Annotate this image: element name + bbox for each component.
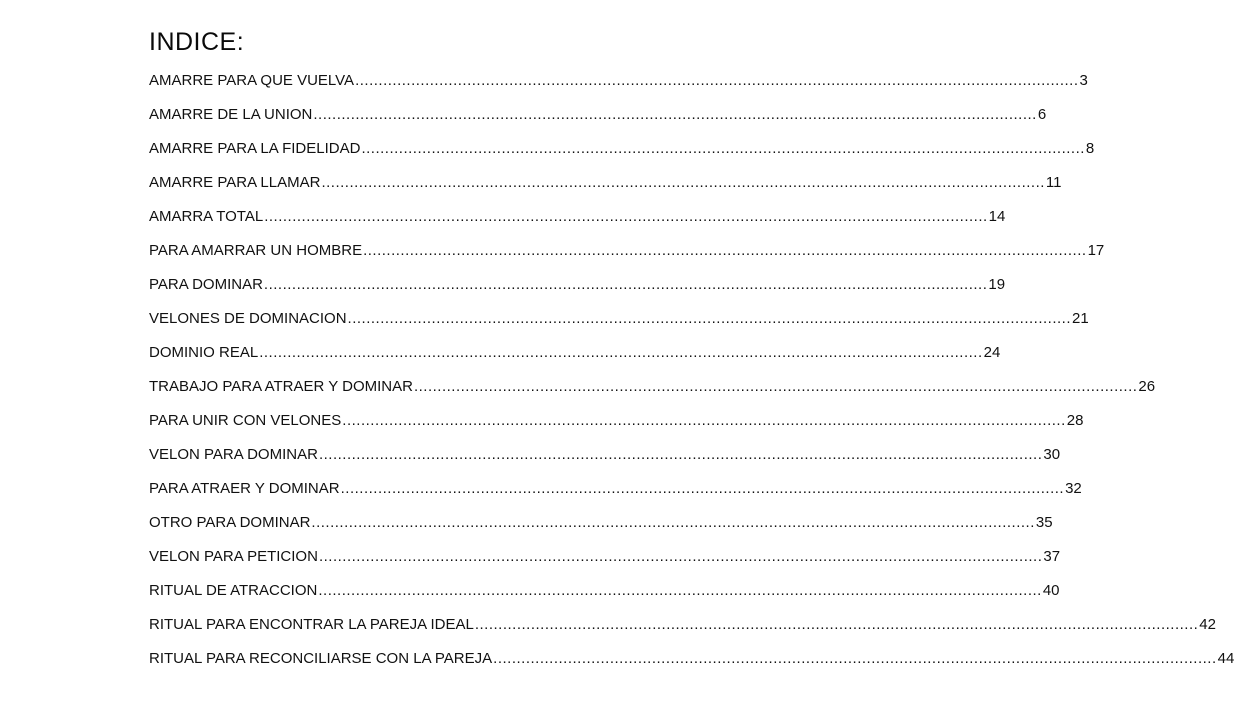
toc-entry-label: VELON PARA DOMINAR — [149, 446, 318, 463]
toc-entry-leader: ........................................................................................................................................................... — [413, 378, 1138, 395]
toc-entry-leader: ........................................................................................................................................................... — [340, 480, 1065, 497]
toc-entry — [149, 140, 1095, 174]
toc-entry-page: 24 — [983, 344, 1001, 361]
index-title: INDICE: — [149, 28, 245, 56]
toc-entry-page: 30 — [1043, 446, 1061, 463]
toc-entry-page: 28 — [1066, 412, 1084, 429]
toc-entry-label: AMARRE PARA LA FIDELIDAD — [149, 140, 361, 157]
toc-entry-label: VELONES DE DOMINACION — [149, 310, 347, 327]
toc-entry-page: 17 — [1087, 242, 1105, 259]
toc-entry-label: VELON PARA PETICION — [149, 548, 318, 565]
toc-entry-label: TRABAJO PARA ATRAER Y DOMINAR — [149, 378, 413, 395]
toc-entry — [149, 480, 1082, 514]
toc-entry-leader: ........................................................................................................................................................... — [361, 140, 1085, 157]
toc-entry — [149, 242, 1105, 276]
toc-entry-leader: ........................................................................................................................................................... — [313, 106, 1037, 123]
toc-entry-label: RITUAL DE ATRACCION — [149, 582, 318, 599]
toc-entry-label: PARA ATRAER Y DOMINAR — [149, 480, 340, 497]
table-of-contents — [149, 72, 1234, 684]
toc-entry-page: 26 — [1138, 378, 1156, 395]
toc-entry-leader: ........................................................................................................................................................... — [318, 548, 1043, 565]
toc-entry — [149, 344, 1001, 378]
toc-entry-page: 42 — [1199, 616, 1216, 633]
toc-entry-label: PARA UNIR CON VELONES — [149, 412, 342, 429]
toc-entry-leader: ........................................................................................................................................................... — [321, 174, 1045, 191]
toc-entry — [149, 548, 1061, 582]
toc-entry — [149, 72, 1088, 106]
toc-entry-label: AMARRE DE LA UNION — [149, 106, 313, 123]
toc-entry — [149, 276, 1006, 310]
toc-entry-page: 32 — [1065, 480, 1082, 497]
toc-entry — [149, 378, 1156, 412]
toc-entry-label: PARA AMARRAR UN HOMBRE — [149, 242, 363, 259]
toc-entry-page: 40 — [1042, 582, 1060, 599]
toc-entry — [149, 582, 1060, 616]
toc-entry — [149, 208, 1006, 242]
toc-entry-page: 11 — [1045, 174, 1062, 191]
toc-entry-leader: ........................................................................................................................................................... — [474, 616, 1199, 633]
toc-entry-label: AMARRA TOTAL — [149, 208, 264, 225]
toc-entry-page: 6 — [1037, 106, 1047, 123]
toc-entry-leader: ........................................................................................................................................................... — [263, 276, 988, 293]
toc-entry-label: DOMINIO REAL — [149, 344, 259, 361]
toc-entry-label: PARA DOMINAR — [149, 276, 263, 293]
toc-entry-label: RITUAL PARA RECONCILIARSE CON LA PAREJA — [149, 650, 493, 667]
toc-entry-leader: ........................................................................................................................................................... — [318, 582, 1042, 599]
toc-entry-page: 44 — [1217, 650, 1234, 667]
toc-entry — [149, 650, 1234, 684]
toc-entry-leader: ........................................................................................................................................................... — [355, 72, 1079, 89]
toc-entry-leader: ........................................................................................................................................................... — [259, 344, 983, 361]
toc-entry-leader: ........................................................................................................................................................... — [318, 446, 1043, 463]
toc-entry-page: 14 — [988, 208, 1006, 225]
toc-entry-leader: ........................................................................................................................................................... — [311, 514, 1035, 531]
toc-entry-leader: ........................................................................................................................................................... — [493, 650, 1217, 667]
toc-entry-leader: ........................................................................................................................................................... — [264, 208, 988, 225]
toc-entry — [149, 514, 1053, 548]
toc-entry-page: 3 — [1079, 72, 1088, 89]
toc-entry-label: RITUAL PARA ENCONTRAR LA PAREJA IDEAL — [149, 616, 474, 633]
toc-entry — [149, 616, 1216, 650]
toc-entry-label: AMARRE PARA LLAMAR — [149, 174, 321, 191]
toc-entry — [149, 412, 1084, 446]
toc-entry — [149, 106, 1047, 140]
toc-entry-page: 19 — [988, 276, 1006, 293]
toc-entry-page: 21 — [1072, 310, 1089, 327]
toc-entry-page: 35 — [1035, 514, 1053, 531]
toc-entry — [149, 310, 1089, 344]
toc-entry-page: 8 — [1085, 140, 1095, 157]
toc-entry-label: AMARRE PARA QUE VUELVA — [149, 72, 355, 89]
toc-entry-label: OTRO PARA DOMINAR — [149, 514, 311, 531]
toc-entry-leader: ........................................................................................................................................................... — [363, 242, 1087, 259]
toc-entry — [149, 446, 1061, 480]
toc-entry — [149, 174, 1062, 208]
toc-entry-leader: ........................................................................................................................................................... — [342, 412, 1066, 429]
toc-entry-leader: ........................................................................................................................................................... — [347, 310, 1072, 327]
toc-entry-page: 37 — [1043, 548, 1061, 565]
